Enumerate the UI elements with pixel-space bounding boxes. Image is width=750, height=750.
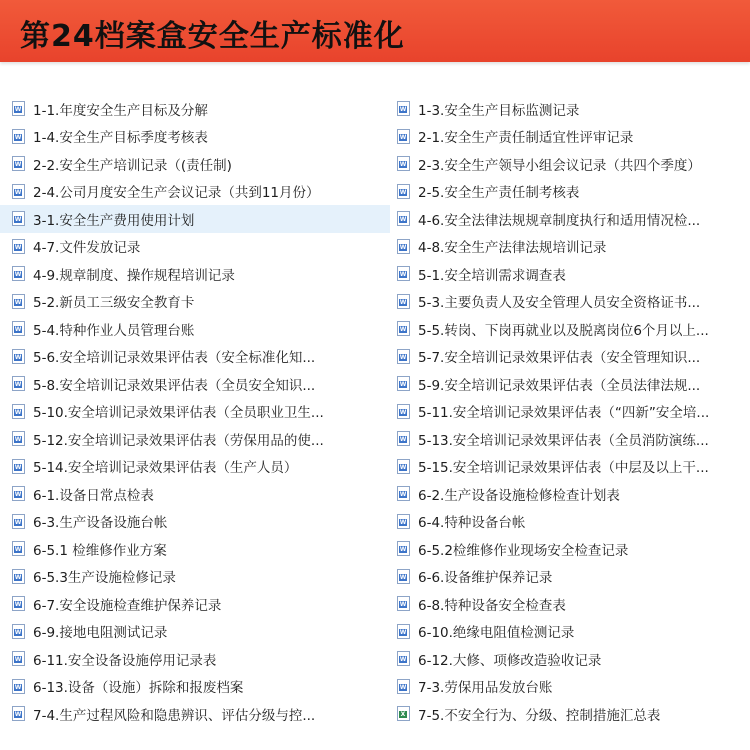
word-doc-icon [12,266,25,281]
word-doc-icon [397,294,410,309]
file-label: 4-6.安全法律法规规章制度执行和适用情况检... [418,212,701,229]
file-item[interactable] [0,205,390,233]
file-item[interactable] [0,123,390,151]
word-doc-icon [12,596,25,611]
file-item[interactable] [390,260,750,288]
file-item[interactable] [0,150,390,178]
file-label: 3-1.安全生产费用使用计划 [33,212,195,229]
word-doc-icon [397,156,410,171]
file-label: 5-14.安全培训记录效果评估表（生产人员） [33,460,298,477]
file-item[interactable] [0,618,390,646]
word-doc-icon [397,184,410,199]
file-list [0,95,750,728]
file-item[interactable] [0,645,390,673]
word-doc-icon [397,129,410,144]
file-item[interactable] [390,398,750,426]
file-label: 5-2.新员工三级安全教育卡 [33,295,195,312]
word-doc-icon [397,431,410,446]
file-item[interactable] [390,700,750,728]
word-doc-icon [12,486,25,501]
file-item[interactable] [390,508,750,536]
word-doc-icon [397,486,410,501]
word-doc-icon [12,321,25,336]
word-doc-icon [12,156,25,171]
file-label: 7-4.生产过程风险和隐患辨识、评估分级与控... [33,707,316,724]
file-label: 6-13.设备（设施）拆除和报废档案 [33,680,244,697]
file-item[interactable] [390,150,750,178]
word-doc-icon [12,349,25,364]
file-label: 5-7.安全培训记录效果评估表（安全管理知识... [418,350,701,367]
file-item[interactable] [390,370,750,398]
file-label: 6-11.安全设备设施停用记录表 [33,652,217,669]
word-doc-icon [12,129,25,144]
file-item[interactable] [390,645,750,673]
file-item[interactable] [0,233,390,261]
file-item[interactable] [390,480,750,508]
file-item[interactable] [390,425,750,453]
file-item[interactable] [390,315,750,343]
word-doc-icon [397,596,410,611]
file-label: 6-7.安全设施检查维护保养记录 [33,597,222,614]
file-item[interactable] [0,260,390,288]
word-doc-icon [397,349,410,364]
word-doc-icon [12,239,25,254]
word-doc-icon [397,211,410,226]
word-doc-icon [397,569,410,584]
word-doc-icon [397,376,410,391]
word-doc-icon [397,459,410,474]
file-label: 6-12.大修、项修改造验收记录 [418,652,602,669]
file-item[interactable] [0,343,390,371]
word-doc-icon [12,431,25,446]
word-doc-icon [12,211,25,226]
file-item[interactable] [390,673,750,701]
word-doc-icon [12,459,25,474]
file-item[interactable] [0,508,390,536]
file-label: 5-10.安全培训记录效果评估表（全员职业卫生... [33,405,324,422]
file-label: 2-5.安全生产责任制考核表 [418,185,580,202]
file-label: 2-3.安全生产领导小组会议记录（共四个季度） [418,157,701,174]
excel-doc-icon [397,706,410,721]
file-label: 5-3.主要负责人及安全管理人员安全资格证书... [418,295,701,312]
file-item[interactable] [390,590,750,618]
word-doc-icon [12,651,25,666]
word-doc-icon [12,569,25,584]
word-doc-icon [12,376,25,391]
file-label: 5-11.安全培训记录效果评估表（“四新”安全培... [418,405,710,422]
file-item[interactable] [390,95,750,123]
file-label: 1-1.年度安全生产目标及分解 [33,102,208,119]
file-label: 4-8.安全生产法律法规培训记录 [418,240,607,257]
word-doc-icon [397,404,410,419]
file-label: 6-5.1 检维修作业方案 [33,542,167,559]
file-label: 2-4.公司月度安全生产会议记录（共到11月份） [33,185,320,202]
word-doc-icon [397,624,410,639]
word-doc-icon [397,541,410,556]
file-item[interactable] [0,453,390,481]
file-item[interactable] [390,618,750,646]
word-doc-icon [12,101,25,116]
file-label: 7-3.劳保用品发放台账 [418,680,553,697]
word-doc-icon [397,651,410,666]
file-item[interactable] [390,343,750,371]
file-item[interactable] [390,453,750,481]
word-doc-icon [397,679,410,694]
file-label: 5-15.安全培训记录效果评估表（中层及以上干... [418,460,709,477]
file-item[interactable] [0,398,390,426]
file-label: 5-9.安全培训记录效果评估表（全员法律法规... [418,377,701,394]
file-item[interactable] [0,178,390,206]
word-doc-icon [12,624,25,639]
file-item[interactable] [0,590,390,618]
file-item[interactable] [0,673,390,701]
file-item[interactable] [0,288,390,316]
file-item[interactable] [390,288,750,316]
file-label: 6-9.接地电阻测试记录 [33,625,168,642]
word-doc-icon [397,321,410,336]
file-label: 6-4.特种设备台帐 [418,515,526,532]
page-title: 第24档案盒安全生产标准化 [20,19,405,54]
file-item[interactable] [0,535,390,563]
word-doc-icon [397,101,410,116]
file-item[interactable] [390,535,750,563]
word-doc-icon [397,266,410,281]
word-doc-icon [12,706,25,721]
file-label: 6-1.设备日常点检表 [33,487,154,504]
word-doc-icon [397,239,410,254]
file-label: 5-13.安全培训记录效果评估表（全员消防演练... [418,432,709,449]
file-label: 4-7.文件发放记录 [33,240,141,257]
word-doc-icon [12,679,25,694]
file-item[interactable] [0,480,390,508]
file-label: 5-6.安全培训记录效果评估表（安全标准化知... [33,350,316,367]
word-doc-icon [12,514,25,529]
file-label: 1-4.安全生产目标季度考核表 [33,130,208,147]
file-label: 6-8.特种设备安全检查表 [418,597,566,614]
file-label: 6-2.生产设备设施检修检查计划表 [418,487,620,504]
file-item[interactable] [390,563,750,591]
file-label: 5-8.安全培训记录效果评估表（全员安全知识... [33,377,316,394]
file-item[interactable] [0,700,390,728]
file-item[interactable] [390,178,750,206]
file-label: 2-1.安全生产责任制适宜性评审记录 [418,130,634,147]
word-doc-icon [12,294,25,309]
file-label: 5-1.安全培训需求调查表 [418,267,566,284]
file-item[interactable] [390,233,750,261]
word-doc-icon [12,541,25,556]
word-doc-icon [397,514,410,529]
header-banner [0,0,750,62]
file-item[interactable] [0,563,390,591]
file-label: 5-5.转岗、下岗再就业以及脱离岗位6个月以上... [418,322,709,339]
file-label: 4-9.规章制度、操作规程培训记录 [33,267,235,284]
file-label: 6-3.生产设备设施台帐 [33,515,168,532]
word-doc-icon [12,184,25,199]
file-label: 5-4.特种作业人员管理台账 [33,322,195,339]
file-label: 1-3.安全生产目标监测记录 [418,102,580,119]
file-label: 6-5.2检维修作业现场安全检查记录 [418,542,629,559]
word-doc-icon [12,404,25,419]
file-item[interactable] [0,315,390,343]
file-item[interactable] [0,95,390,123]
file-label: 7-5.不安全行为、分级、控制措施汇总表 [418,707,661,724]
file-label: 6-10.绝缘电阻值检测记录 [418,625,575,642]
file-label: 2-2.安全生产培训记录（(责任制) [33,157,232,174]
file-item[interactable] [390,123,750,151]
file-label: 6-5.3生产设施检修记录 [33,570,176,587]
file-label: 5-12.安全培训记录效果评估表（劳保用品的使... [33,432,324,449]
file-item[interactable] [0,425,390,453]
file-item[interactable] [390,205,750,233]
file-item[interactable] [0,370,390,398]
file-label: 6-6.设备维护保养记录 [418,570,553,587]
